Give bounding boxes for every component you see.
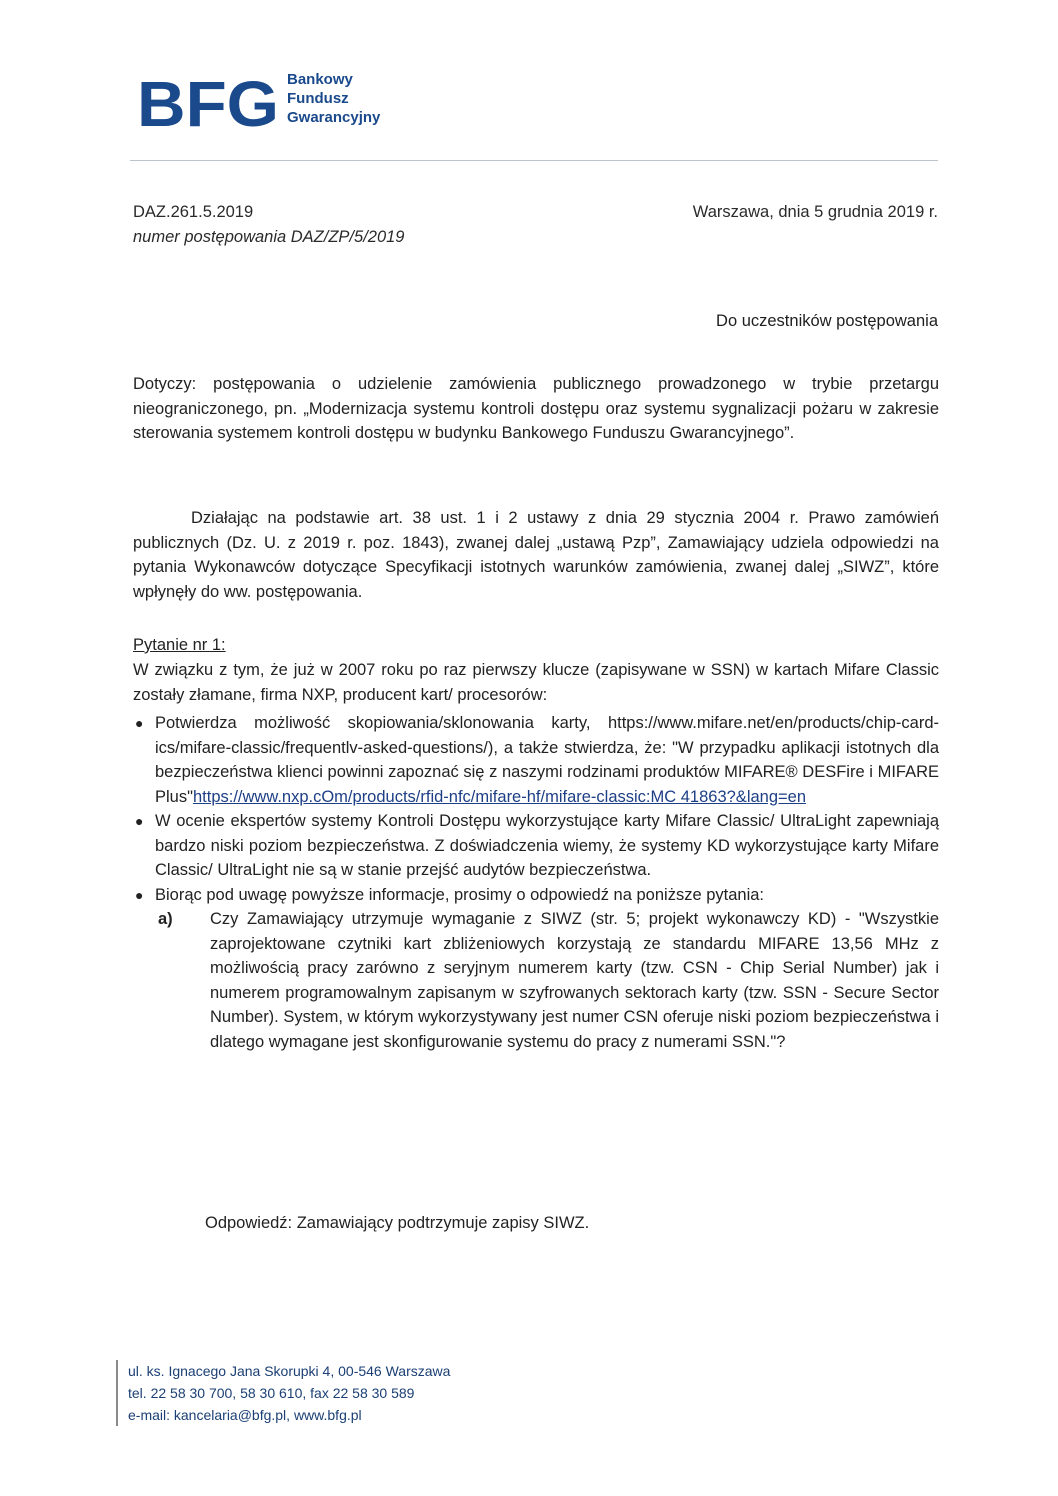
bullet-text: Potwierdza możliwość skopiowania/sklonowania karty, https://www.mifare.net/en/products/chip-card-ics/mifare-classic/frequentlv-asked-questions/), a także stwierdza, że: "W przypadku aplikacji istotnych dla bezpieczeństwa klienci powinni zapoznać się z naszymi rodzinami produktów MIFARE® DESFire i MIFARE Plus" <box>155 714 939 806</box>
logo-line-2: Fundusz <box>287 90 349 107</box>
question-title: Pytanie nr 1: <box>133 636 226 654</box>
intro-paragraph: Działając na podstawie art. 38 ust. 1 i 2 ustawy z dnia 29 stycznia 2004 r. Prawo zamówień publicznych (Dz. U. z 2019 r. poz. 1843), zwanej dalej „ustawą Pzp”, Zamawiający udziela odpowiedzi na pytania Wykonawców dotyczące Specyfikacji istotnych warunków zamówienia, zwanej dalej „SIWZ”, które wpłynęły do ww. postępowania. <box>133 509 939 601</box>
question-bullets <box>133 711 939 1054</box>
bullet-icon: ● <box>135 813 144 829</box>
procedure-number: numer postępowania DAZ/ZP/5/2019 <box>133 228 405 246</box>
reference-number: DAZ.261.5.2019 <box>133 203 254 221</box>
place-date: Warszawa, dnia 5 grudnia 2019 r. <box>692 203 938 221</box>
logo-line-3: Gwarancyjny <box>287 109 381 126</box>
logo-line-1: Bankowy <box>287 71 353 88</box>
subject-label: Dotyczy: <box>133 375 197 393</box>
subject-paragraph <box>133 372 939 446</box>
nxp-link[interactable]: https://www.nxp.cOm/products/rfid-nfc/mifare-hf/mifare-classic:MC 41863?&lang=en <box>192 787 806 806</box>
bfg-logo-icon <box>137 76 279 132</box>
reference-block <box>133 200 405 250</box>
svg-text:BFG: BFG <box>137 76 279 132</box>
logo-wordmark <box>287 70 380 127</box>
sub-question-a <box>158 907 939 1054</box>
footer-email-web: e-mail: kancelaria@bfg.pl, www.bfg.pl <box>128 1407 362 1423</box>
addressee: Do uczestników postępowania <box>716 312 938 330</box>
bullet-text: Biorąc pod uwagę powyższe informacje, prosimy o odpowiedź na poniższe pytania: <box>155 885 764 904</box>
footer-address: ul. ks. Ignacego Jana Skorupki 4, 00-546 Warszawa <box>128 1363 451 1379</box>
question-intro: W związku z tym, że już w 2007 roku po raz pierwszy klucze (zapisywane w SSN) w kartach Mifare Classic zostały złamane, firma NXP, producent kart/ procesorów: <box>133 661 939 704</box>
sub-question-text: Czy Zamawiający utrzymuje wymaganie z SIWZ (str. 5; projekt wykonawczy KD) - "Wszystkie zaprojektowane czytniki kart zbliżeniowych korzystają ze standardu MIFARE 13,56 MHz z możliwością pracy zarówno z seryjnym numerem karty (tzw. CSN - Chip Serial Number) jak i numerem programowalnym zapisanym w szyfrowanych sektorach karty (tzw. SSN - Secure Sector Number). System, w którym wykorzystywany jest numer CSN oferuje niski poziom bezpieczeństwa i dlatego wymagane jest skonfigurowanie systemu do pracy z numerami SSN."? <box>210 910 939 1051</box>
bullet-item <box>133 809 939 883</box>
bullet-icon: ● <box>135 715 144 731</box>
answer-text: Odpowiedź: Zamawiający podtrzymuje zapisy SIWZ. <box>205 1214 590 1232</box>
footer-phones: tel. 22 58 30 700, 58 30 610, fax 22 58 30 589 <box>128 1385 415 1401</box>
footer-contact <box>116 1360 450 1426</box>
bullet-item <box>133 711 939 809</box>
header-divider <box>130 160 938 161</box>
bullet-text: W ocenie ekspertów systemy Kontroli Dostępu wykorzystujące karty Mifare Classic/ UltraLight zapewniają bardzo niski poziom bezpieczeństwa. Z doświadczenia wiemy, że systemy KD wykorzystujące karty Mifare Classic/ UltraLight nie są w stanie przejść audytów bezpieczeństwa. <box>155 812 939 879</box>
subject-text: postępowania o udzielenie zamówienia publicznego prowadzonego w trybie przetargu nieograniczonego, pn. „Modernizacja systemu kontroli dostępu oraz systemu sygnalizacji pożaru w zakresie sterowania systemem kontroli dostępu w budynku Bankowego Funduszu Gwarancyjnego”. <box>133 375 939 442</box>
bullet-icon: ● <box>135 886 144 903</box>
bullet-item <box>133 883 939 1055</box>
sub-question-marker: a) <box>158 910 173 928</box>
